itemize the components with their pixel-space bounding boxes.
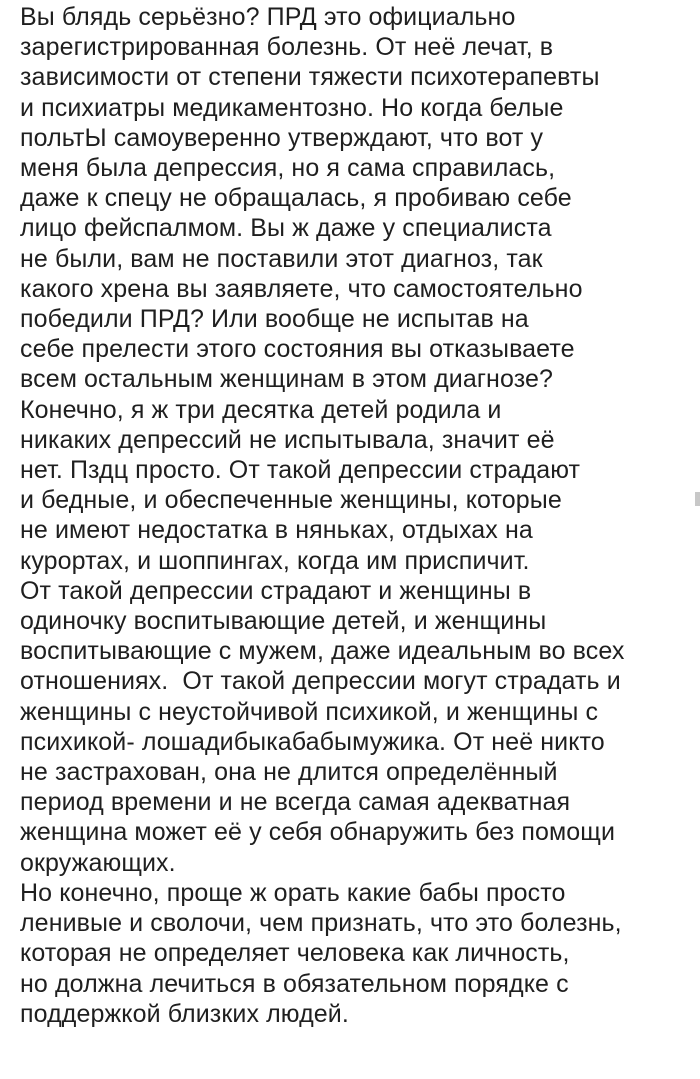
post-line: победили ПРД? Или вообще не испытав на <box>20 305 529 334</box>
post-line: отношениях. От такой депрессии могут страдать и <box>20 667 621 696</box>
post-line: но должна лечиться в обязательном порядке с <box>20 969 569 998</box>
post-line: всем остальным женщинам в этом диагнозе? <box>20 365 553 394</box>
post-line: и бедные, и обеспеченные женщины, которые <box>20 486 562 515</box>
post-line: нет. Пздц просто. От такой депрессии страдают <box>20 456 581 485</box>
post-text <box>20 2 690 1029</box>
post-line: зависимости от степени тяжести психотерапевты <box>20 63 600 92</box>
post-line: себе прелести этого состояния вы отказываете <box>20 335 575 364</box>
post-line: никаких депрессий не испытывала, значит её <box>20 425 555 454</box>
post-line: зарегистрированная болезнь. От неё лечат, в <box>20 33 554 62</box>
post-line: Вы блядь серьёзно? ПРД это официально <box>20 3 516 31</box>
post-line: какого хрена вы заявляете, что самостоятельно <box>20 274 583 303</box>
post-line: польтЫ самоуверенно утверждают, что вот у <box>20 123 544 152</box>
post-line: и психиатры медикаментозно. Но когда белые <box>20 93 564 122</box>
post-line: воспитывающие с мужем, даже идеальным во всех <box>20 637 625 666</box>
post-line: лицо фейспалмом. Вы ж даже у специалиста <box>20 214 552 243</box>
post-line: не имеют недостатка в няньках, отдыхах на <box>20 516 533 545</box>
post-line: даже к спецу не обращалась, я пробиваю себе <box>20 184 572 213</box>
post-line: Но конечно, проще ж орать какие бабы просто <box>20 878 566 907</box>
post-line: окружающих. <box>20 848 176 877</box>
post-line: психикой- лошадибыкабабымужика. От неё никто <box>20 727 605 756</box>
post-line: курортах, и шоппингах, когда им приспичит. <box>20 546 530 575</box>
post-line: период времени и не всегда самая адекватная <box>20 788 571 817</box>
post-line: женщина может её у себя обнаружить без помощи <box>20 818 616 847</box>
post-line: одиночку воспитывающие детей, и женщины <box>20 607 547 636</box>
post-line: меня была депрессия, но я сама справилась, <box>20 154 556 183</box>
post-line: поддержкой близких людей. <box>20 999 349 1028</box>
post-line: От такой депрессии страдают и женщины в <box>20 576 532 605</box>
post-line: которая не определяет человека как личность, <box>20 939 570 968</box>
post-line: ленивые и сволочи, чем признать, что это болезнь, <box>20 909 622 938</box>
scrollbar-thumb[interactable] <box>695 492 700 506</box>
post-line: не были, вам не поставили этот диагноз, так <box>20 244 543 273</box>
post-line: не застрахован, она не длится определённый <box>20 758 558 787</box>
post-line: женщины с неустойчивой психикой, и женщины с <box>20 697 599 726</box>
post-line: Конечно, я ж три десятка детей родила и <box>20 395 502 424</box>
